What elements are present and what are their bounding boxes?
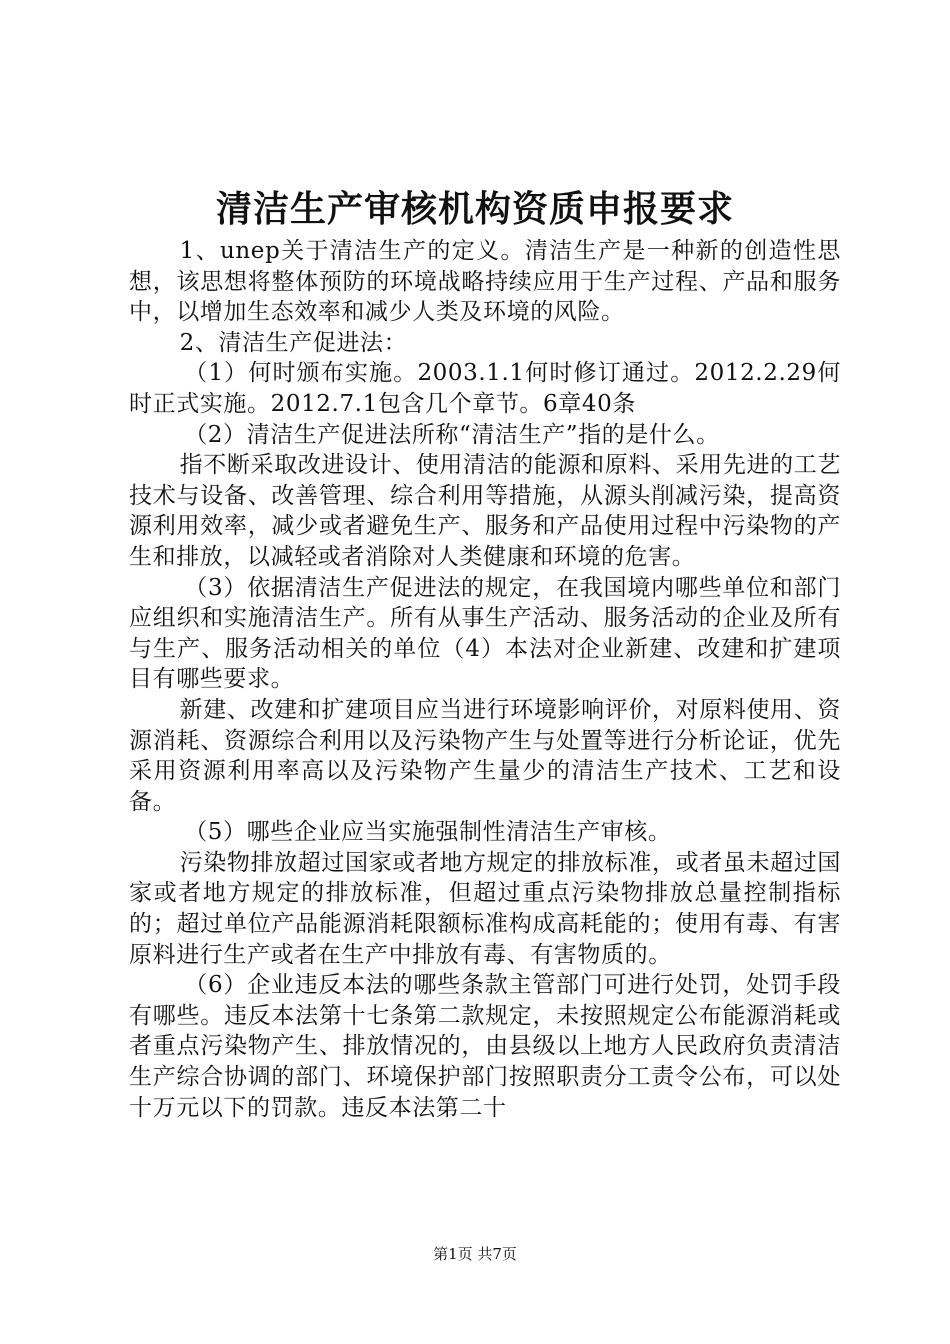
paragraph-question-3-4: （3）依据清洁生产促进法的规定，在我国境内哪些单位和部门应组织和实施清洁生产。所有从事生产活动、服务活动的企业及所有与生产、服务活动相关的单位（4）本法对企业新建、改建和扩建项目有哪些要求。 xyxy=(129,574,841,693)
document-body xyxy=(129,236,841,1123)
paragraph-question-6: （6）企业违反本法的哪些条款主管部门可进行处罚，处罚手段有哪些。违反本法第十七条第二款规定，未按照规定公布能源消耗或者重点污染物产生、排放情况的，由县级以上地方人民政府负责清洁生产综合协调的部门、环境保护部门按照职责分工责令公布，可以处十万元以下的罚款。违反本法第二十 xyxy=(129,972,841,1121)
paragraph-question-2: （2）清洁生产促进法所称“清洁生产”指的是什么。 xyxy=(184,421,720,448)
paragraph-unep-definition: 1、unep关于清洁生产的定义。清洁生产是一种新的创造性思想，该思想将整体预防的环境战略持续应用于生产过程、产品和服务中，以增加生态效率和减少人类及环境的风险。 xyxy=(129,238,841,326)
paragraph-question-5: （5）哪些企业应当实施强制性清洁生产审核。 xyxy=(184,819,672,846)
paragraph-answer-4: 新建、改建和扩建项目应当进行环境影响评价，对原料使用、资源消耗、资源综合利用以及污染物产生与处置等进行分析论证，优先采用资源利用率高以及污染物产生量少的清洁生产技术、工艺和设备。 xyxy=(129,696,841,815)
document-title: 清洁生产审核机构资质申报要求 xyxy=(215,189,734,230)
page-number-footer: 第1页 共7页 xyxy=(433,1245,517,1263)
paragraph-answer-5: 污染物排放超过国家或者地方规定的排放标准，或者虽未超过国家或者地方规定的排放标准，但超过重点污染物排放总量控制指标的；超过单位产品能源消耗限额标准构成高耗能的；使用有毒、有害原料进行生产或者在生产中排放有毒、有害物质的。 xyxy=(129,849,841,968)
paragraph-answer-2: 指不断采取改进设计、使用清洁的能源和原料、采用先进的工艺技术与设备、改善管理、综合利用等措施，从源头削减污染，提高资源利用效率，减少或者避免生产、服务和产品使用过程中污染物的产生和排放，以减轻或者消除对人类健康和环境的危害。 xyxy=(129,452,841,570)
paragraph-promotion-law-heading: 2、清洁生产促进法： xyxy=(179,329,408,356)
paragraph-question-1: （1）何时颁布实施。2003.1.1何时修订通过。2012.2.29何时正式实施。2012.7.1包含几个章节。6章40条 xyxy=(129,360,841,417)
